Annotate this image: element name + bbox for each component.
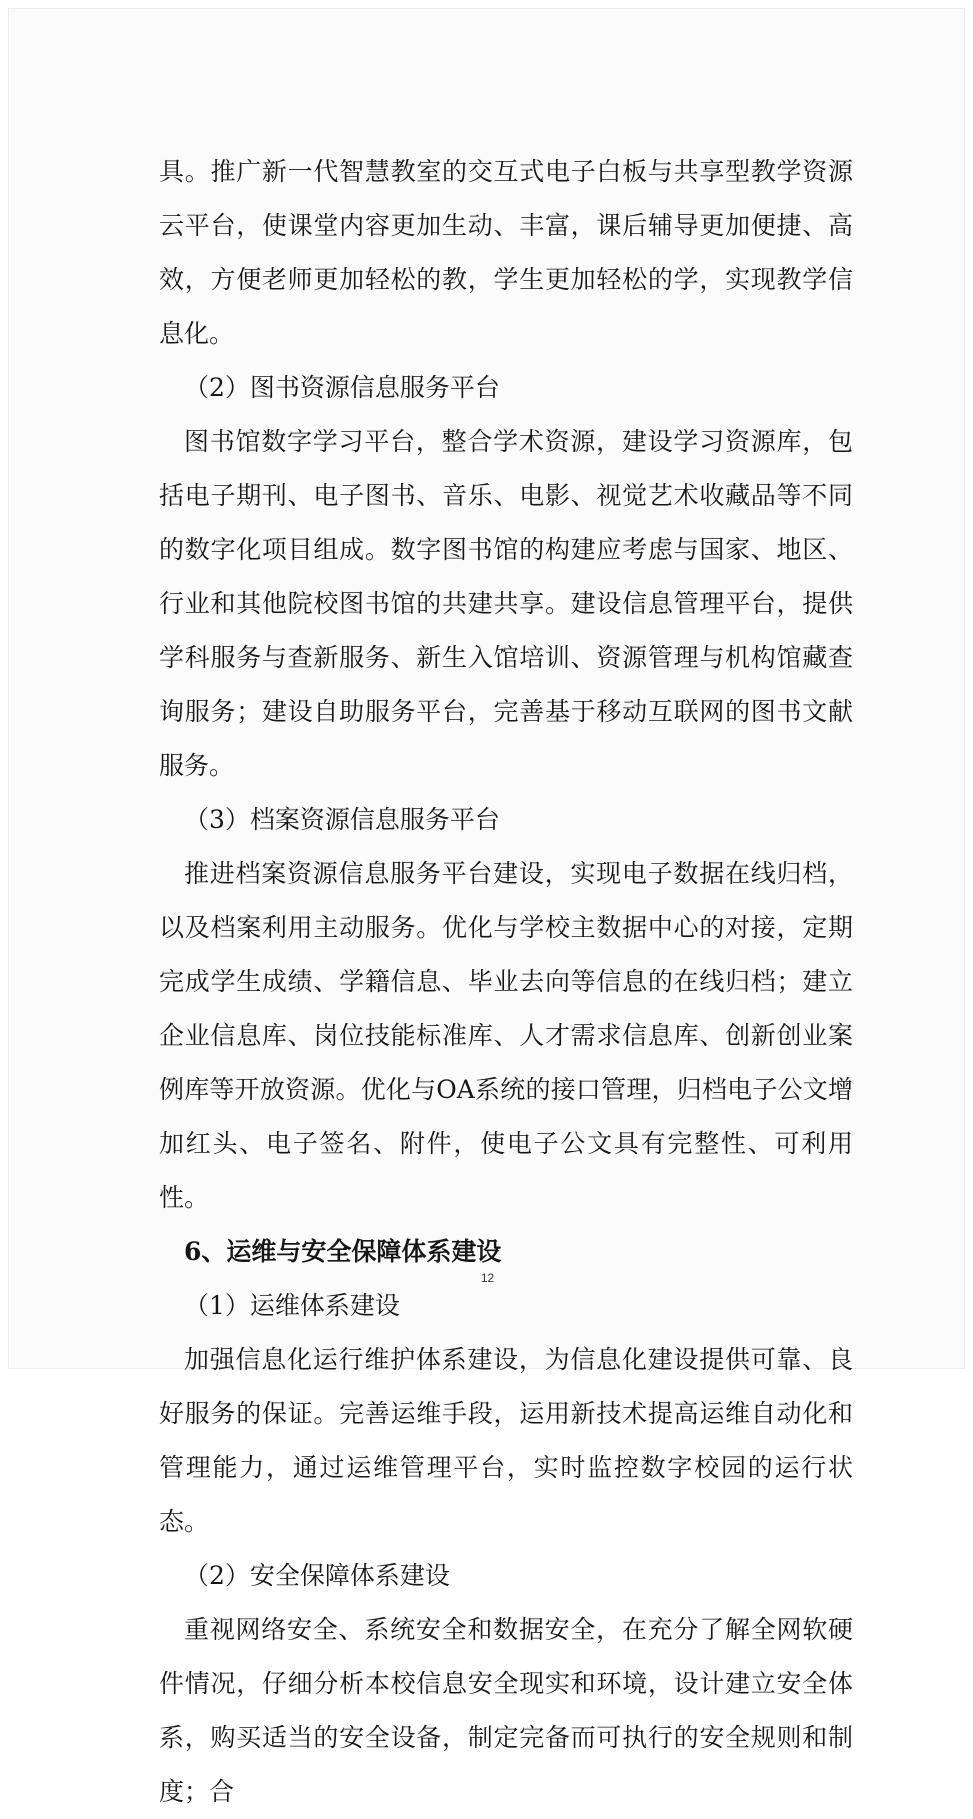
paragraph-teaching-platform: 具。推广新一代智慧教室的交互式电子白板与共享型教学资源云平台，使课堂内容更加生动、丰富，课后辅导更加便捷、高效，方便老师更加轻松的教，学生更加轻松的学，实现教学信息化。 <box>159 157 853 348</box>
document-body <box>159 145 853 1819</box>
page-number: 12 <box>480 1271 495 1285</box>
paragraph-archive-platform: 推进档案资源信息服务平台建设，实现电子数据在线归档，以及档案利用主动服务。优化与学校主数据中心的对接，定期完成学生成绩、学籍信息、毕业去向等信息的在线归档；建立企业信息库、岗位技能标准库、人才需求信息库、创新创业案例库等开放资源。优化与OA系统的接口管理，归档电子公文增加红头、电子签名、附件，使电子公文具有完整性、可利用性。 <box>159 859 853 1212</box>
heading-library-platform: （2）图书资源信息服务平台 <box>184 373 500 402</box>
heading-ops-system: （1）运维体系建设 <box>184 1291 400 1320</box>
paragraph-library-platform: 图书馆数字学习平台，整合学术资源，建设学习资源库，包括电子期刊、电子图书、音乐、电影、视觉艺术收藏品等不同的数字化项目组成。数字图书馆的构建应考虑与国家、地区、行业和其他院校图书馆的共建共享。建设信息管理平台，提供学科服务与查新服务、新生入馆培训、资源管理与机构馆藏查询服务；建设自助服务平台，完善基于移动互联网的图书文献服务。 <box>159 427 853 780</box>
paragraph-ops-system: 加强信息化运行维护体系建设，为信息化建设提供可靠、良好服务的保证。完善运维手段，运用新技术提高运维自动化和管理能力，通过运维管理平台，实时监控数字校园的运行状态。 <box>159 1345 853 1536</box>
heading-security-system: （2）安全保障体系建设 <box>184 1561 450 1590</box>
paragraph-security-system: 重视网络安全、系统安全和数据安全，在充分了解全网软硬件情况，仔细分析本校信息安全现实和环境，设计建立安全体系，购买适当的安全设备，制定完备而可执行的安全规则和制度；合 <box>159 1615 853 1806</box>
document-page <box>8 8 965 1806</box>
heading-archive-platform: （3）档案资源信息服务平台 <box>184 805 500 834</box>
section-heading-ops-security: 6、运维与安全保障体系建设 <box>184 1237 502 1266</box>
